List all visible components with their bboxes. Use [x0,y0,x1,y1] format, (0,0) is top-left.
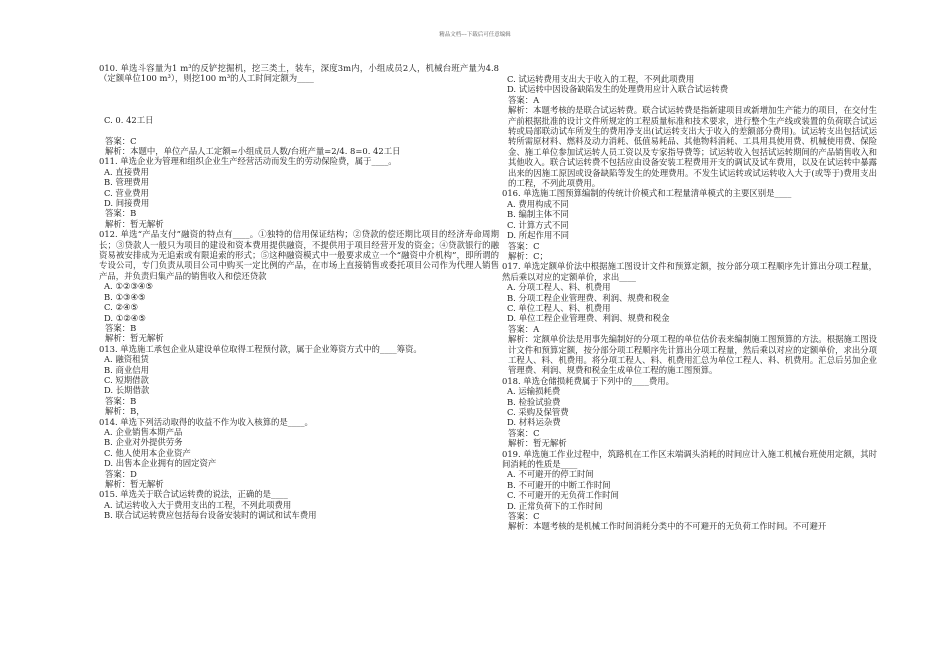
answer: 答案：C [105,135,137,146]
page-header: 精品文档---下载后可任意编辑 [439,32,511,38]
answer: 答案：B [105,395,137,406]
analysis: 解析：本题考核的是机械工作时间消耗分类中的不可避开的无负荷工作时间。不可避开 [508,521,827,532]
answer: 答案：A [508,94,540,105]
question-text: 019. 单选施工作业过程中，筑路机在工作区末端调头消耗的时间应计入施工机械台班使用定额，其时间消耗的性质是____ [502,448,877,470]
option: B. 分项工程企业管理费、利润、规费和税金 [507,292,670,303]
question-text: 010. 单选斗容量为1 m³的反铲挖掘机，挖三类土，装车，深度3m内，小组成员2人，机械台班产量为4.8（定额单位100 m³），则挖100 m³的人工时间定额为____ [99,63,499,84]
option: C. 不可避开的无负荷工作时间 [507,490,619,501]
question-text: 017. 单选定额单价法中根据施工图设计文件和预算定额，按分部分项工程顺序先计算出分项工程量，然后乘以对应的定额单价，求出____ [502,261,877,282]
question-text: 012. 单选“产品支付”融资的特点有____。①独特的信用保证结构；②贷款的偿还期比项目的经济寿命周期长；③贷款人一般只为项目的建设和资本费用提供融资，不提供用于项目经营开发的资金；④贷款银行的融资易被安排成为无追索或有限追索的形式；⑤这种融资模式中一般要求成立一个“融资中介机构”，即所谓的专设公司，专门负责从项目公司中购买一定比例的产品，在市场上直接销售或委托项目公司作为代理人销售产品，并负责归集产品的销售收入和偿还贷款 [99,229,499,281]
option: B. 商业信用 [104,364,149,375]
option: B. 联合试运转费应包括每台设备安装时的调试和试车费用 [104,510,317,521]
question-text: 011. 单选企业为管理和组织企业生产经营活动而发生的劳动保险费，属于____。 [99,156,397,167]
option: A. 融资租赁 [104,354,149,365]
option: C. 短期借款 [104,374,149,385]
answer: 答案：D [105,468,137,479]
option: C. 试运转费用支出大于收入的工程，不列此项费用 [507,74,695,84]
option: A. ①②③④⑤ [104,281,153,292]
option: D. 出售本企业拥有的固定资产 [104,458,217,469]
answer: 答案：C [508,511,540,522]
option: D. 所起作用不同 [507,230,569,241]
option: C. 营业费用 [104,187,149,198]
question-text: 014. 单选下列活动取得的收益不作为收入核算的是____。 [99,416,313,427]
option: A. 费用构成不同 [507,198,569,209]
analysis: 解析：暂无解析 [508,438,567,449]
option: C. 单位工程人、料、机费用 [507,302,611,313]
analysis: 解析：定额单价法是用事先编制好的分项工程的单位估价表来编制施工图预算的方法。根据施工图设计文件和预算定额，按分部分项工程顺序先计算出分项工程量，然后乘以对应的定额单价，求出分项工程人、料、机费用。将分项工程人、料、机费用汇总为单位工程人、料、机费用。汇总后另加企业管理费、利润、规费和税金生成单位工程的施工图预算。 [508,334,877,376]
right-column [502,74,877,532]
option: B. 不可避开的中断工作时间 [507,479,611,490]
option: C. 他人使用本企业资产 [104,447,191,458]
option: A. 试运转收入大于费用支出的工程，不列此项费用 [104,499,292,510]
analysis: 解析：暂无解析 [105,479,164,490]
option: A. 运输损耗费 [507,386,561,397]
analysis: 解析：C； [508,250,548,261]
answer: 答案：C [508,427,540,438]
option: D. 间接费用 [104,198,150,209]
left-column [99,63,499,521]
option: B. 企业对外提供劳务 [104,437,183,448]
option: D. 正常负荷下的工作时间 [507,500,603,511]
analysis: 解析：暂无解析 [105,333,164,344]
option: C. 0. 42工日 [104,114,154,125]
answer: 答案：A [508,323,540,334]
option: A. 企业销售本期产品 [104,426,183,437]
option: D. 长期借款 [104,385,150,396]
answer: 答案：C [508,240,540,251]
analysis: 解析：B， [105,406,145,417]
option: B. 编制主体不同 [507,209,569,220]
option: C. 计算方式不同 [507,219,569,230]
analysis: 解析：本题中，单位产品人工定额=小组成员人数/台班产量=2/4. 8=0. 42工日 [105,146,401,157]
answer: 答案：B [105,322,137,333]
option: B. 管理费用 [104,177,149,188]
option: D. ①②④⑤ [104,312,146,323]
analysis: 解析：本题考核的是联合试运转费。联合试运转费是指新建项目或新增加生产能力的项目，在交付生产前根据批准的设计文件所规定的工程质量标准和技术要求，进行整个生产线或装置的负荷联合试运转或局部联动试车所发生的费用净支出(试运转支出大于收入的差额部分费用)。试运转支出包括试运转所需原材料、燃料及动力消耗、低值易耗品、其他物料消耗、工具用具使用费、机械使用费、保险金、施工单位参加试运转人员工资以及专家指导费等；试运转收入包括试运转期间的产品销售收入和其他收入。联合试运转费不包括应由设备安装工程费用开支的调试及试车费用，以及在试运转中暴露出来的因施工原因或设备缺陷等发生的处理费用。不发生试运转或试运转收入大于(或等于)费用支出的工程，不列此项费用。 [508,105,877,189]
question-text: 018. 单选仓储损耗费属于下列中的____费用。 [502,375,675,386]
option: A. 直接费用 [104,166,149,177]
option: D. 单位工程企业管理费、利润、规费和税金 [507,313,670,324]
option: D. 材料运杂费 [507,417,561,428]
analysis: 解析：暂无解析 [105,218,164,229]
option: B. ①③④⑤ [104,291,146,302]
answer: 答案：B [105,208,137,219]
option: A. 分项工程人、料、机费用 [507,282,611,293]
option: C. 采购及保管费 [507,407,569,417]
question-text: 016. 单选施工图预算编制的传统计价模式和工程量清单模式的主要区别是____ [502,188,792,199]
option: A. 不可避开的停工时间 [507,469,594,480]
question-text: 015. 单选关于联合试运转费的说法，正确的是____ [99,489,288,500]
question-text: 013. 单选施工承包企业从建设单位取得工程预付款，属于企业筹资方式中的____筹资。 [99,343,422,354]
option: D. 试运转中因设备缺陷发生的处理费用应计入联合试运转费 [507,84,729,95]
option: C. ②④⑤ [104,302,138,313]
option: B. 检验试验费 [507,396,561,407]
